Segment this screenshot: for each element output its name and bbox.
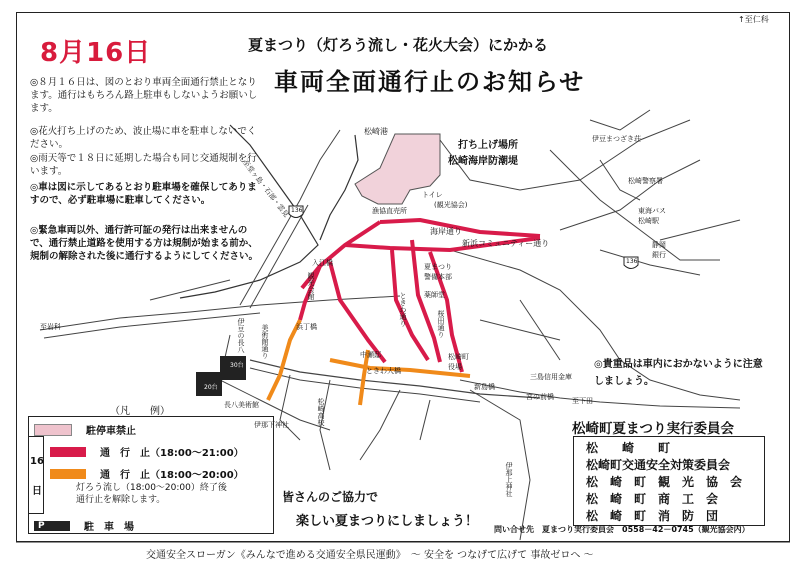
- parking-icon: P: [34, 521, 70, 531]
- cooperation-line-2: 楽しい夏まつりにしましょう！: [296, 514, 479, 529]
- fishery-label: 漁協直売所: [372, 207, 407, 215]
- shinjima-bridge-label: 新島橋: [474, 383, 495, 391]
- launch-site-label: 打ち上げ場所: [458, 140, 518, 151]
- to-iwashina-label: 至岩科: [40, 323, 61, 331]
- chohachi-museum-label: 長八美術館: [224, 401, 259, 409]
- organizer-member: 松 崎 町 商 工 会: [586, 492, 719, 506]
- kengo-hall-label: 観光会館: [307, 272, 315, 300]
- organizer-member: 松崎町交通安全対策委員会: [586, 458, 731, 472]
- legend-row-parking-ban: [34, 422, 136, 437]
- legend-row-red: [50, 444, 244, 459]
- direction-note: ↑至仁科: [738, 15, 769, 24]
- valuables-warning: ◎貴重品は車内におかないように注意しましょう。: [594, 359, 763, 387]
- parking-b-capacity: 20台: [204, 384, 218, 391]
- launch-place-label: 松崎海岸防潮堤: [448, 156, 518, 167]
- cooperation-line-1: 皆さんのご協力で: [282, 490, 379, 504]
- parking-a-capacity: 30台: [230, 362, 244, 369]
- notice-1: ◎８月１６日は、図のとおり車両全面通行禁止となります。通行はもちろん路上駐車もしないようお願いします。: [30, 77, 258, 114]
- organizer-member: 松 崎 町: [586, 441, 671, 455]
- ise-kami-label: 伊那上神社: [505, 462, 513, 497]
- to-shimoda-label: 至下田: [572, 397, 593, 405]
- bijutsukan-dori-label: 美術館通り: [261, 324, 269, 359]
- legend-day-cell: [28, 436, 44, 514]
- organizer-title: 松崎町夏まつり実行委員会: [572, 421, 734, 437]
- page-title: 車両全面通行止のお知らせ: [274, 68, 586, 96]
- ise-shrine-label: 伊那下神社: [254, 421, 289, 429]
- matsuzaki-police-label: 松崎警察署: [628, 177, 663, 185]
- legend-day-suffix: 日: [32, 486, 42, 497]
- contact-info: 問い合せ先 夏まつり実行委員会 0558－42－0745（観光協会内）: [494, 525, 750, 534]
- legend-day: 16: [30, 456, 44, 467]
- orange-swatch: [50, 469, 86, 479]
- organizer-member: 松 崎 町 観 光 協 会: [586, 475, 743, 489]
- shizuoka-bank-label: 静岡銀行: [652, 241, 666, 259]
- hamacho-bridge-label: 浜丁橋: [296, 323, 317, 331]
- miyanomae-bridge-label: 宮の前橋: [526, 393, 554, 401]
- route-136-b: 136: [626, 258, 638, 265]
- shinhama-dori-label: 新浜コミュニティー通り: [462, 239, 550, 248]
- red-swatch: [50, 447, 86, 457]
- matsuzaki-bay-label: 松崎港: [364, 127, 388, 136]
- legend-title: （凡 例）: [110, 406, 170, 417]
- fire-hall-label: 薬師堂: [424, 291, 445, 299]
- irie-bridge-label: 入江橋: [312, 259, 333, 267]
- parking-label: 駐 車 場: [84, 522, 134, 533]
- route-136-a: 136: [291, 207, 303, 214]
- notice-5: ◎緊急車両以外、通行許可証の発行は出来ませんので、通行禁止道路を使用する方は規制が始まる前か、規制の解除された後に通行するようにしてください。: [30, 225, 259, 262]
- ize-church-label: 伊豆まつざき荘: [592, 135, 641, 143]
- legend-row-orange: [50, 466, 244, 481]
- sanjo-bank-label: 三島信用金庫: [530, 373, 572, 381]
- toilet-label: トイレ: [422, 191, 443, 199]
- orange-note-1: 灯ろう流し（18:00～20:00）終了後: [76, 483, 227, 493]
- organizer-box: [573, 436, 765, 526]
- closed-orange-label: 通 行 止（18:00～20:00）: [100, 470, 244, 481]
- event-date: 8月16日: [40, 38, 152, 68]
- pink-swatch: [34, 424, 72, 436]
- notice-3: ◎雨天等で１８日に延期した場合も同じ交通規制を行います。: [30, 153, 257, 177]
- tokiwa-bridge-label: ときわ大橋: [366, 367, 401, 375]
- police-hq-label: 夏まつり警備本部: [424, 263, 452, 281]
- notice-2: ◎花火打ち上げのため、波止場に車を駐車しないでください。: [30, 126, 257, 150]
- safety-slogan: 交通安全スローガン《みんなで進める交通安全県民運動》 ～ 安全を つなげて広げて 事故ゼロへ ～: [146, 550, 594, 561]
- tokai-bus-label: 東海バス松崎駅: [638, 207, 666, 225]
- to-dogashima-label: 至堂ヶ島・石部・雲見: [240, 158, 291, 219]
- izu-chohachi-label: 伊豆の長八: [237, 318, 245, 353]
- closed-red-label: 通 行 止（18:00～21:00）: [100, 448, 244, 459]
- legend: [28, 402, 274, 534]
- orange-note-2: 通行止を解除します。: [76, 495, 166, 505]
- kaigan-dori-label: 海岸通り: [430, 227, 462, 236]
- organizer-member: 松 崎 町 消 防 団: [586, 509, 719, 523]
- nakase-tei-label: 中瀬邸: [360, 351, 381, 359]
- tourist-assoc-label: (観光協会): [434, 201, 468, 209]
- tokiwa-dori-label: ときわ通り: [399, 292, 407, 327]
- legend-row-parking: [34, 518, 134, 533]
- sakura-dori-label: 桜田通り: [437, 310, 445, 338]
- parking-ban-label: 駐停車禁止: [86, 426, 136, 437]
- koyo-school-label: 松崎高校: [317, 398, 325, 426]
- notice-4: ◎車は図に示してあるとおり駐車場を確保してありますので、必ず駐車場に駐車してください。: [30, 182, 257, 206]
- town-office-label: 松崎町役場: [448, 353, 469, 371]
- title-line-1: 夏まつり（灯ろう流し・花火大会）にかかる: [248, 36, 549, 54]
